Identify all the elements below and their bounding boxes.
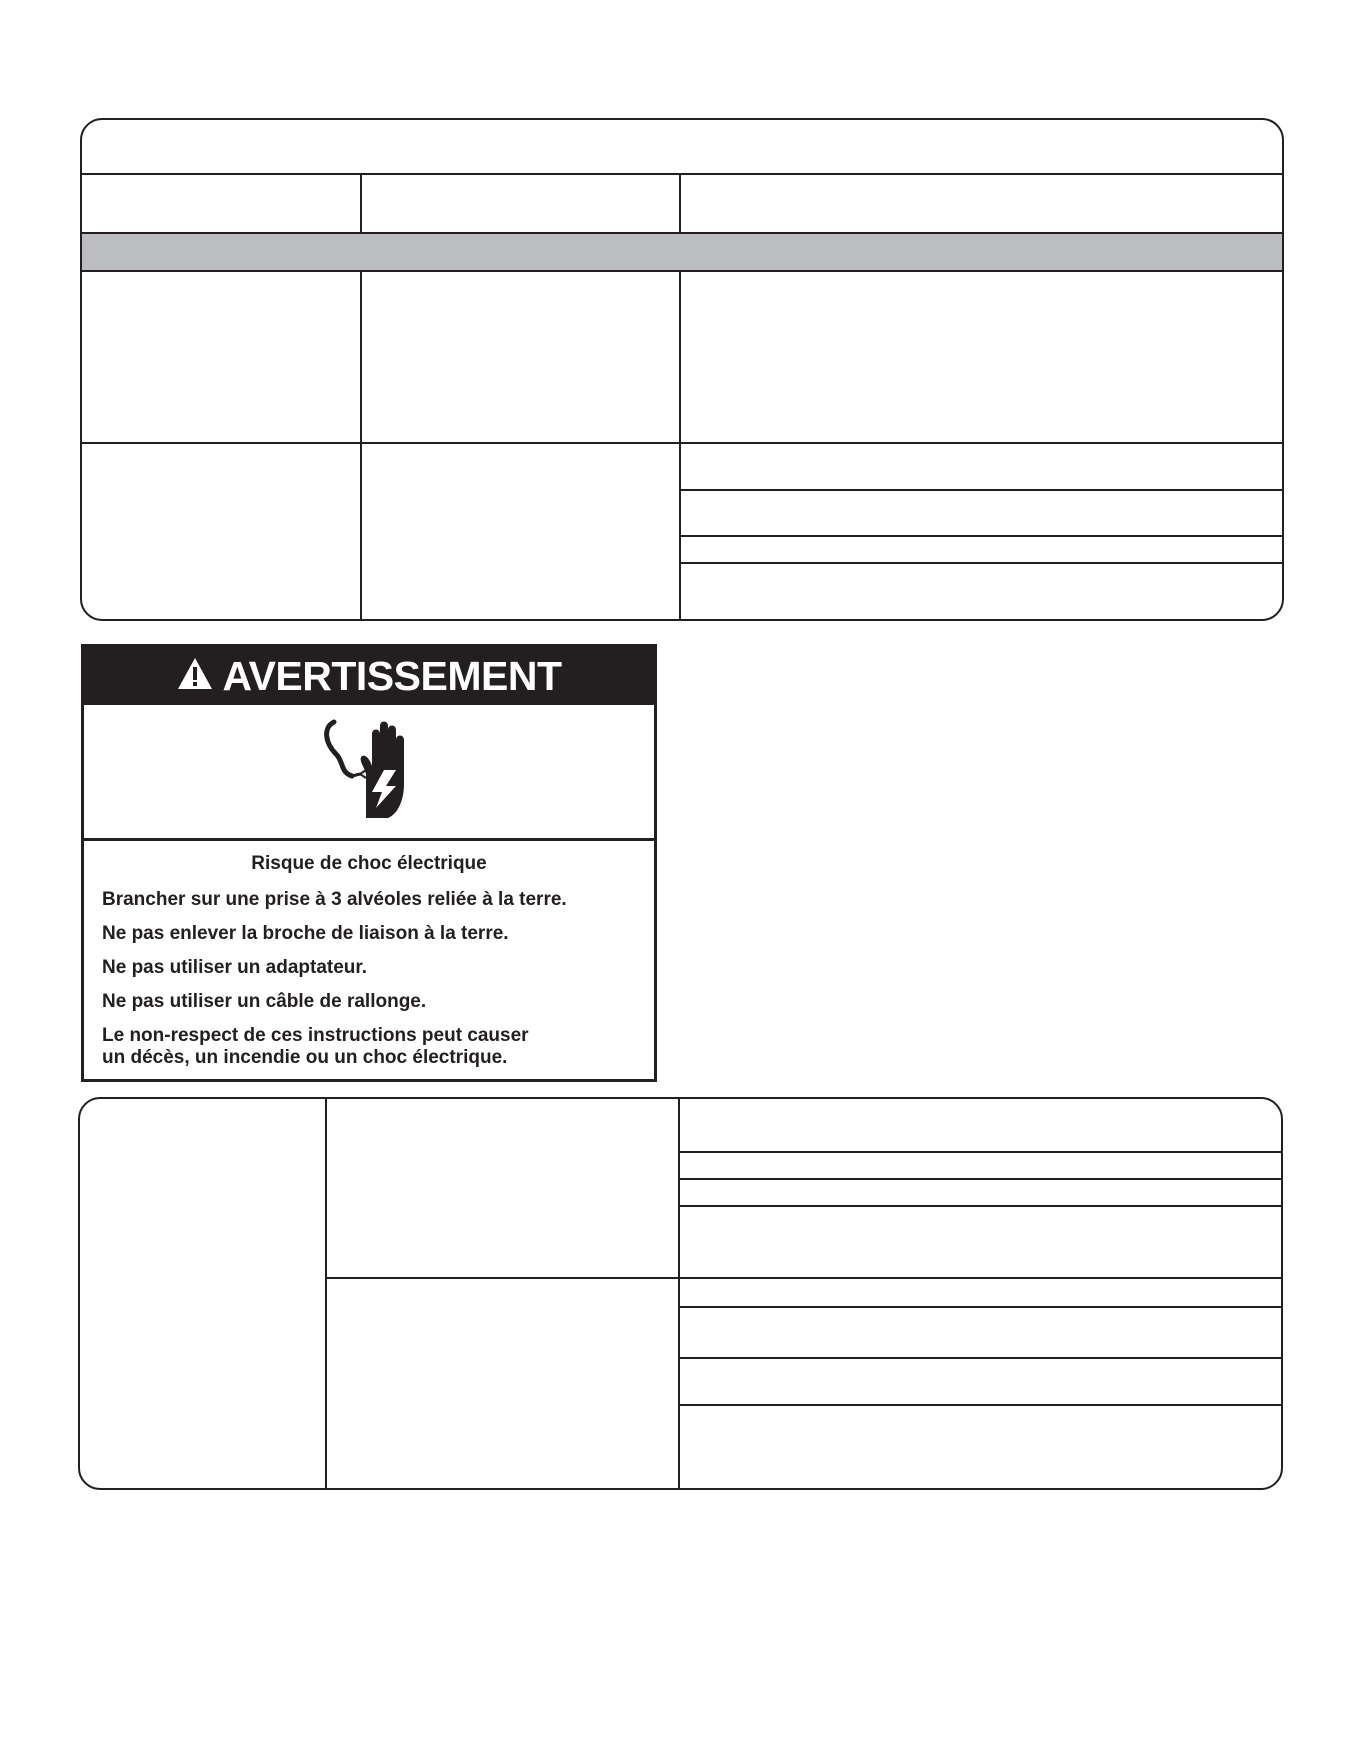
column-divider-2 <box>679 173 681 233</box>
warning-text <box>84 841 654 1079</box>
column-divider-2 <box>678 1099 680 1488</box>
sub-row-divider-1 <box>679 489 1282 491</box>
warning-triangle-icon <box>177 657 213 695</box>
warning-label <box>81 644 657 1082</box>
sub-row-divider-2 <box>678 1178 1281 1180</box>
row-divider <box>325 1277 1281 1279</box>
sub-row-divider-5 <box>678 1357 1281 1359</box>
section-band <box>82 233 1282 270</box>
sub-row-divider-6 <box>678 1404 1281 1406</box>
warning-line: Ne pas utiliser un adaptateur. <box>102 957 368 978</box>
warning-title: AVERTISSEMENT <box>222 652 562 699</box>
warning-line: Ne pas enlever la broche de liaison à la terre. <box>102 923 509 944</box>
sub-row-divider-3 <box>678 1205 1281 1207</box>
sub-row-divider-4 <box>678 1306 1281 1308</box>
troubleshooting-table-bottom <box>78 1097 1283 1490</box>
warning-pictogram <box>84 705 654 841</box>
sub-row-divider-1 <box>678 1151 1281 1153</box>
sub-row-divider-3 <box>679 562 1282 564</box>
column-divider-1 <box>360 173 362 233</box>
warning-line: Ne pas utiliser un câble de rallonge. <box>102 991 427 1012</box>
warning-line: Brancher sur une prise à 3 alvéoles reliée à la terre. <box>102 889 567 910</box>
header-divider <box>82 173 1282 175</box>
sub-row-divider-2 <box>679 535 1282 537</box>
band-top-line <box>82 232 1282 234</box>
column-divider-2-body <box>679 270 681 619</box>
column-divider-1-body <box>360 270 362 619</box>
warning-consequence-line-2: un décès, un incendie ou un choc électrique. <box>102 1047 508 1068</box>
warning-header <box>84 647 654 705</box>
troubleshooting-table-top <box>80 118 1284 621</box>
band-bottom-line <box>82 270 1282 272</box>
column-divider-1 <box>325 1099 327 1488</box>
warning-subtitle: Risque de choc électrique <box>251 853 487 874</box>
row-divider <box>82 442 1282 444</box>
warning-consequence-line-1: Le non-respect de ces instructions peut causer <box>102 1025 529 1046</box>
electric-shock-hand-icon <box>314 714 424 829</box>
warning-consequence <box>102 1025 636 1069</box>
